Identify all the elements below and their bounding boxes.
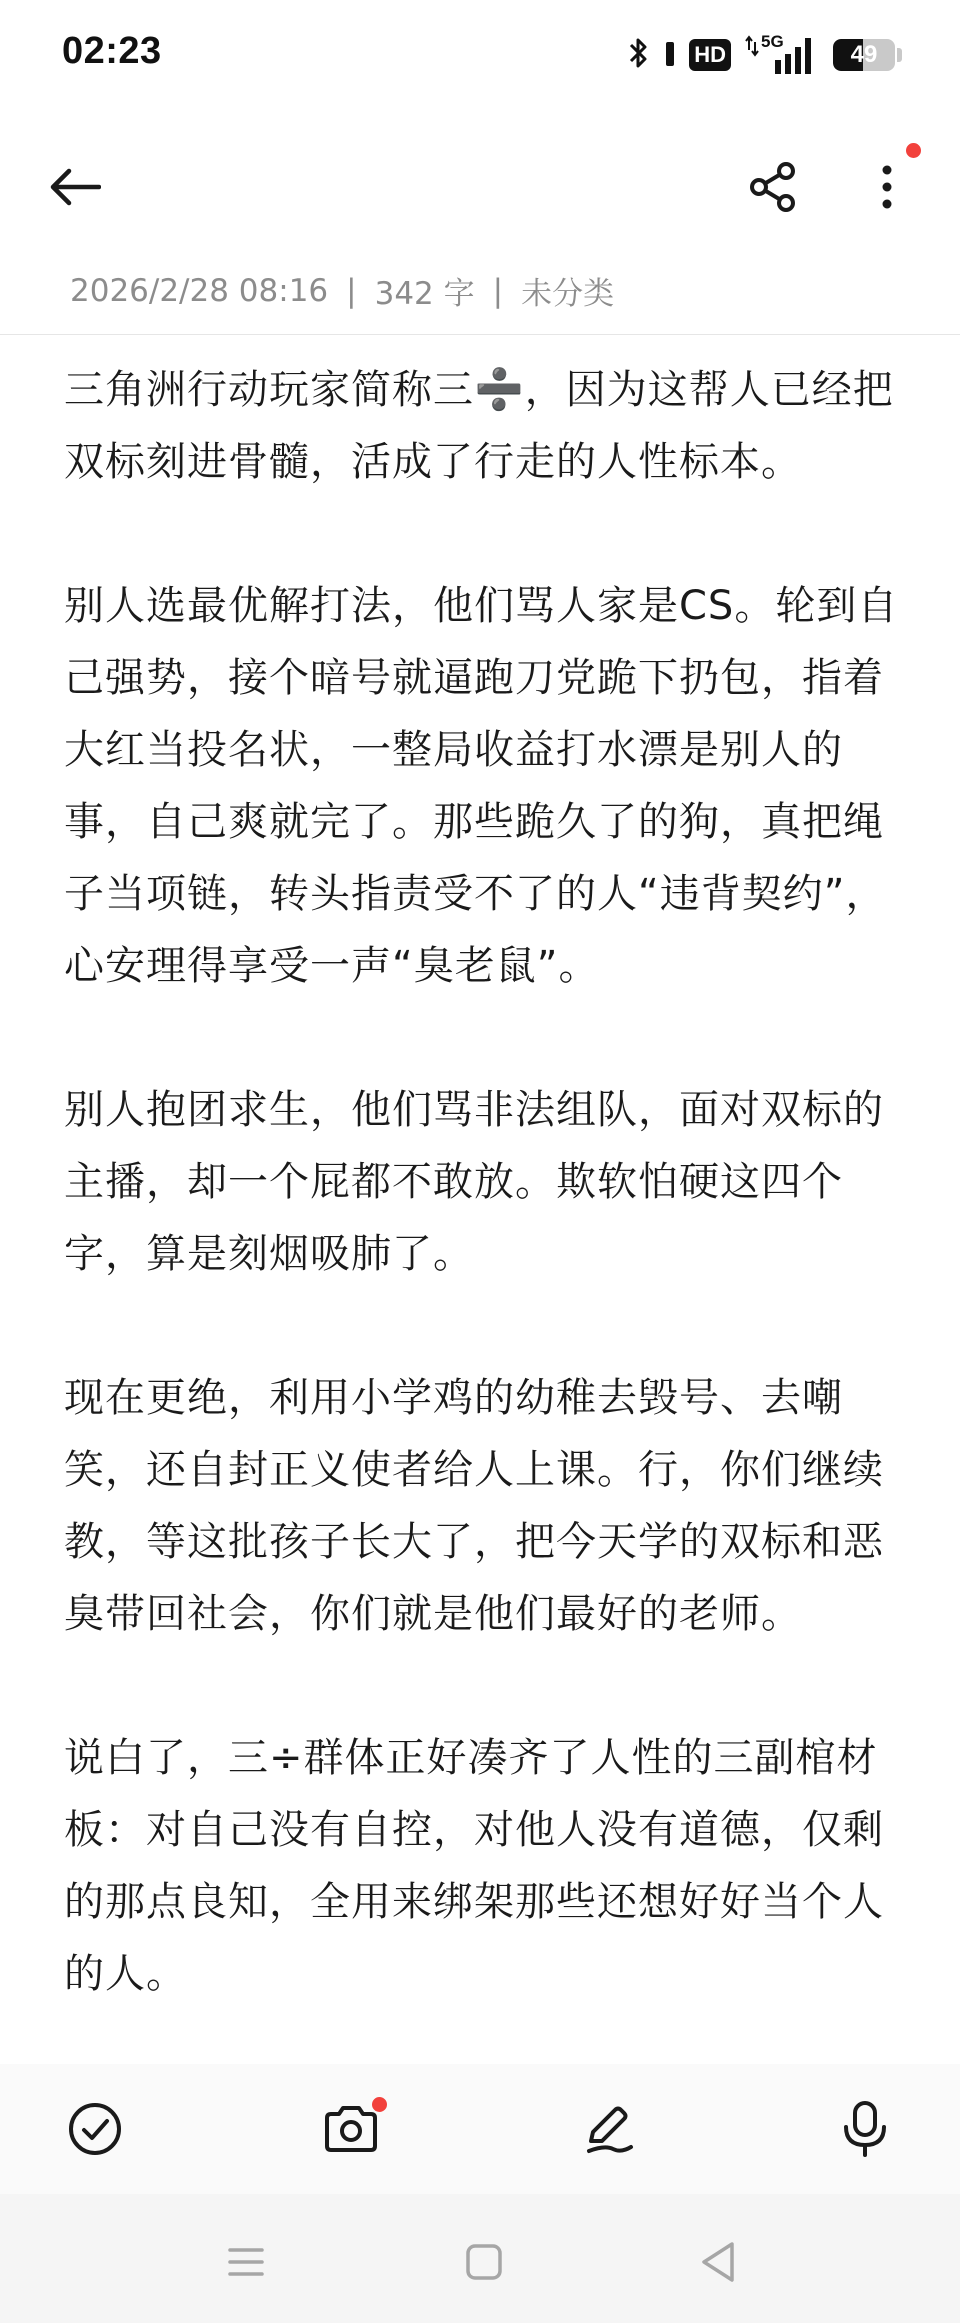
paragraph: 说白了，三÷群体正好凑齐了人性的三副棺材板：对自己没有自控，对他人没有道德，仅剩的那点良知，全用来绑架那些还想好好当个人的人。 (64, 1735, 884, 1997)
more-vertical-icon (877, 163, 897, 211)
back-triangle-icon (698, 2240, 738, 2284)
home-square-icon (464, 2242, 504, 2282)
paragraph: 别人选最优解打法，他们骂人家是CS。轮到自己强势，接个暗号就逼跑刀党跪下扔包，指着大红当投名状，一整局收益打水漂是别人的事，自己爽就完了。那些跪久了的狗，真把绳子当项链，转头指责受不了的人“违背契约”，心安理得享受一声“臭老鼠”。 (64, 583, 899, 989)
bottom-action-bar (0, 2064, 960, 2194)
menu-icon (226, 2244, 266, 2280)
note-word-count: 342 字 (374, 276, 475, 312)
system-nav-bar (0, 2194, 960, 2323)
recent-apps-button[interactable] (216, 2232, 276, 2292)
pen-icon (581, 2101, 637, 2157)
checklist-button[interactable] (60, 2094, 130, 2164)
camera-notification-dot (372, 2097, 387, 2112)
bluetooth-icon (627, 35, 651, 75)
note-datetime: 2026/2/28 08:16 (70, 272, 329, 309)
microphone-button[interactable] (830, 2094, 900, 2164)
checklist-icon (67, 2101, 123, 2157)
share-button[interactable] (740, 154, 806, 220)
battery-tip (897, 48, 902, 62)
back-button[interactable] (42, 154, 108, 220)
microphone-icon (840, 2100, 890, 2158)
status-icons (627, 32, 902, 78)
divider (0, 334, 960, 335)
notification-dot (906, 143, 921, 158)
camera-icon (322, 2104, 380, 2154)
share-icon (747, 161, 799, 213)
meta-separator: | (346, 272, 357, 309)
hd-badge: HD (689, 39, 731, 71)
battery-indicator (833, 39, 895, 71)
status-time: 02:23 (62, 30, 162, 72)
paragraph: 现在更绝，利用小学鸡的幼稚去毁号、去嘲笑，还自封正义使者给人上课。行，你们继续教，等这批孩子长大了，把今天学的双标和恶臭带回社会，你们就是他们最好的老师。 (64, 1375, 884, 1637)
toolbar (0, 112, 960, 252)
network-label: 5G (761, 32, 784, 51)
back-arrow-icon (49, 167, 101, 207)
battery-percent: 49 (850, 41, 878, 68)
home-button[interactable] (454, 2232, 514, 2292)
system-back-button[interactable] (688, 2232, 748, 2292)
paragraph: 三角洲行动玩家简称三➗，因为这帮人已经把双标刻进骨髓，活成了行走的人性标本。 (64, 367, 894, 485)
meta-separator: | (492, 272, 504, 309)
note-category[interactable]: 未分类 (521, 276, 615, 312)
battery-small-icon (665, 38, 675, 72)
more-button[interactable] (854, 154, 920, 220)
signal-5g-icon (745, 34, 819, 76)
status-bar (0, 0, 960, 112)
pen-button[interactable] (574, 2094, 644, 2164)
paragraph: 别人抱团求生，他们骂非法组队，面对双标的主播，却一个屁都不敢放。欺软怕硬这四个字，算是刻烟吸肺了。 (64, 1087, 884, 1277)
note-body[interactable] (64, 354, 904, 2064)
note-meta (70, 268, 614, 313)
